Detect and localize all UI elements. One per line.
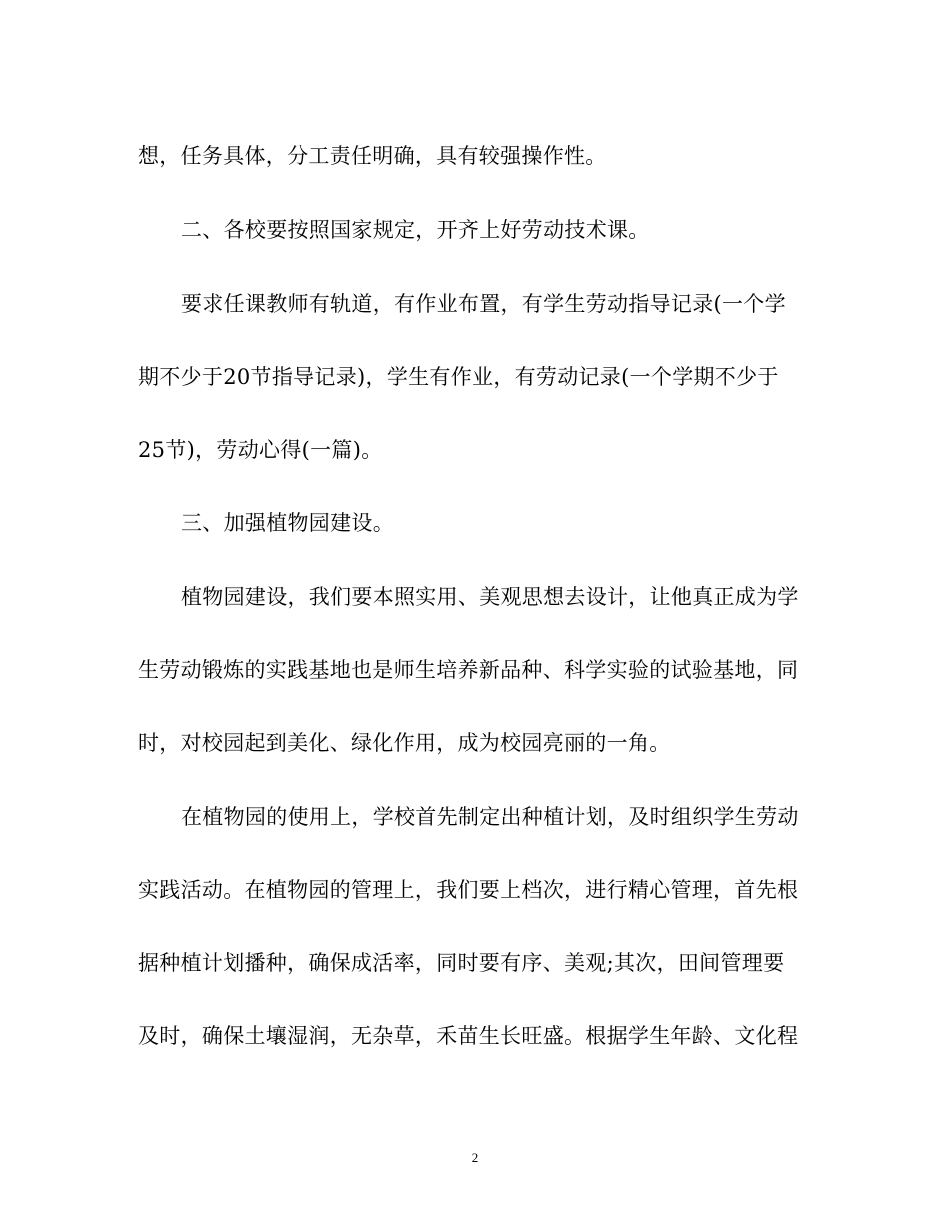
- text-line: 及时，确保土壤湿润，无杂草，禾苗生长旺盛。根据学生年龄、文化程: [138, 1024, 799, 1048]
- section-heading: 二、各校要按照国家规定，开齐上好劳动技术课。: [181, 218, 650, 242]
- text-line: 据种植计划播种，确保成活率，同时要有序、美观;其次，田间管理要: [138, 951, 785, 975]
- text-line: 在植物园的使用上，学校首先制定出种植计划，及时组织学生劳动: [181, 805, 799, 829]
- section-heading: 三、加强植物园建设。: [181, 511, 394, 535]
- text-line: 生劳动锻炼的实践基地也是师生培养新品种、科学实验的试验基地，同: [138, 658, 799, 682]
- text-line: 期不少于20节指导记录)，学生有作业，有劳动记录(一个学期不少于: [138, 365, 779, 389]
- text-line: 植物园建设，我们要本照实用、美观思想去设计，让他真正成为学: [181, 585, 799, 609]
- text-line: 想，任务具体，分工责任明确，具有较强操作性。: [138, 144, 607, 168]
- text-line: 要求任课教师有轨道，有作业布置，有学生劳动指导记录(一个学: [181, 292, 786, 316]
- page-number: 2: [471, 1150, 479, 1165]
- text-line: 时，对校园起到美化、绿化作用，成为校园亮丽的一角。: [138, 731, 671, 755]
- text-line: 实践活动。在植物园的管理上，我们要上档次，进行精心管理，首先根: [138, 878, 799, 902]
- text-line: 25节)，劳动心得(一篇)。: [138, 438, 383, 462]
